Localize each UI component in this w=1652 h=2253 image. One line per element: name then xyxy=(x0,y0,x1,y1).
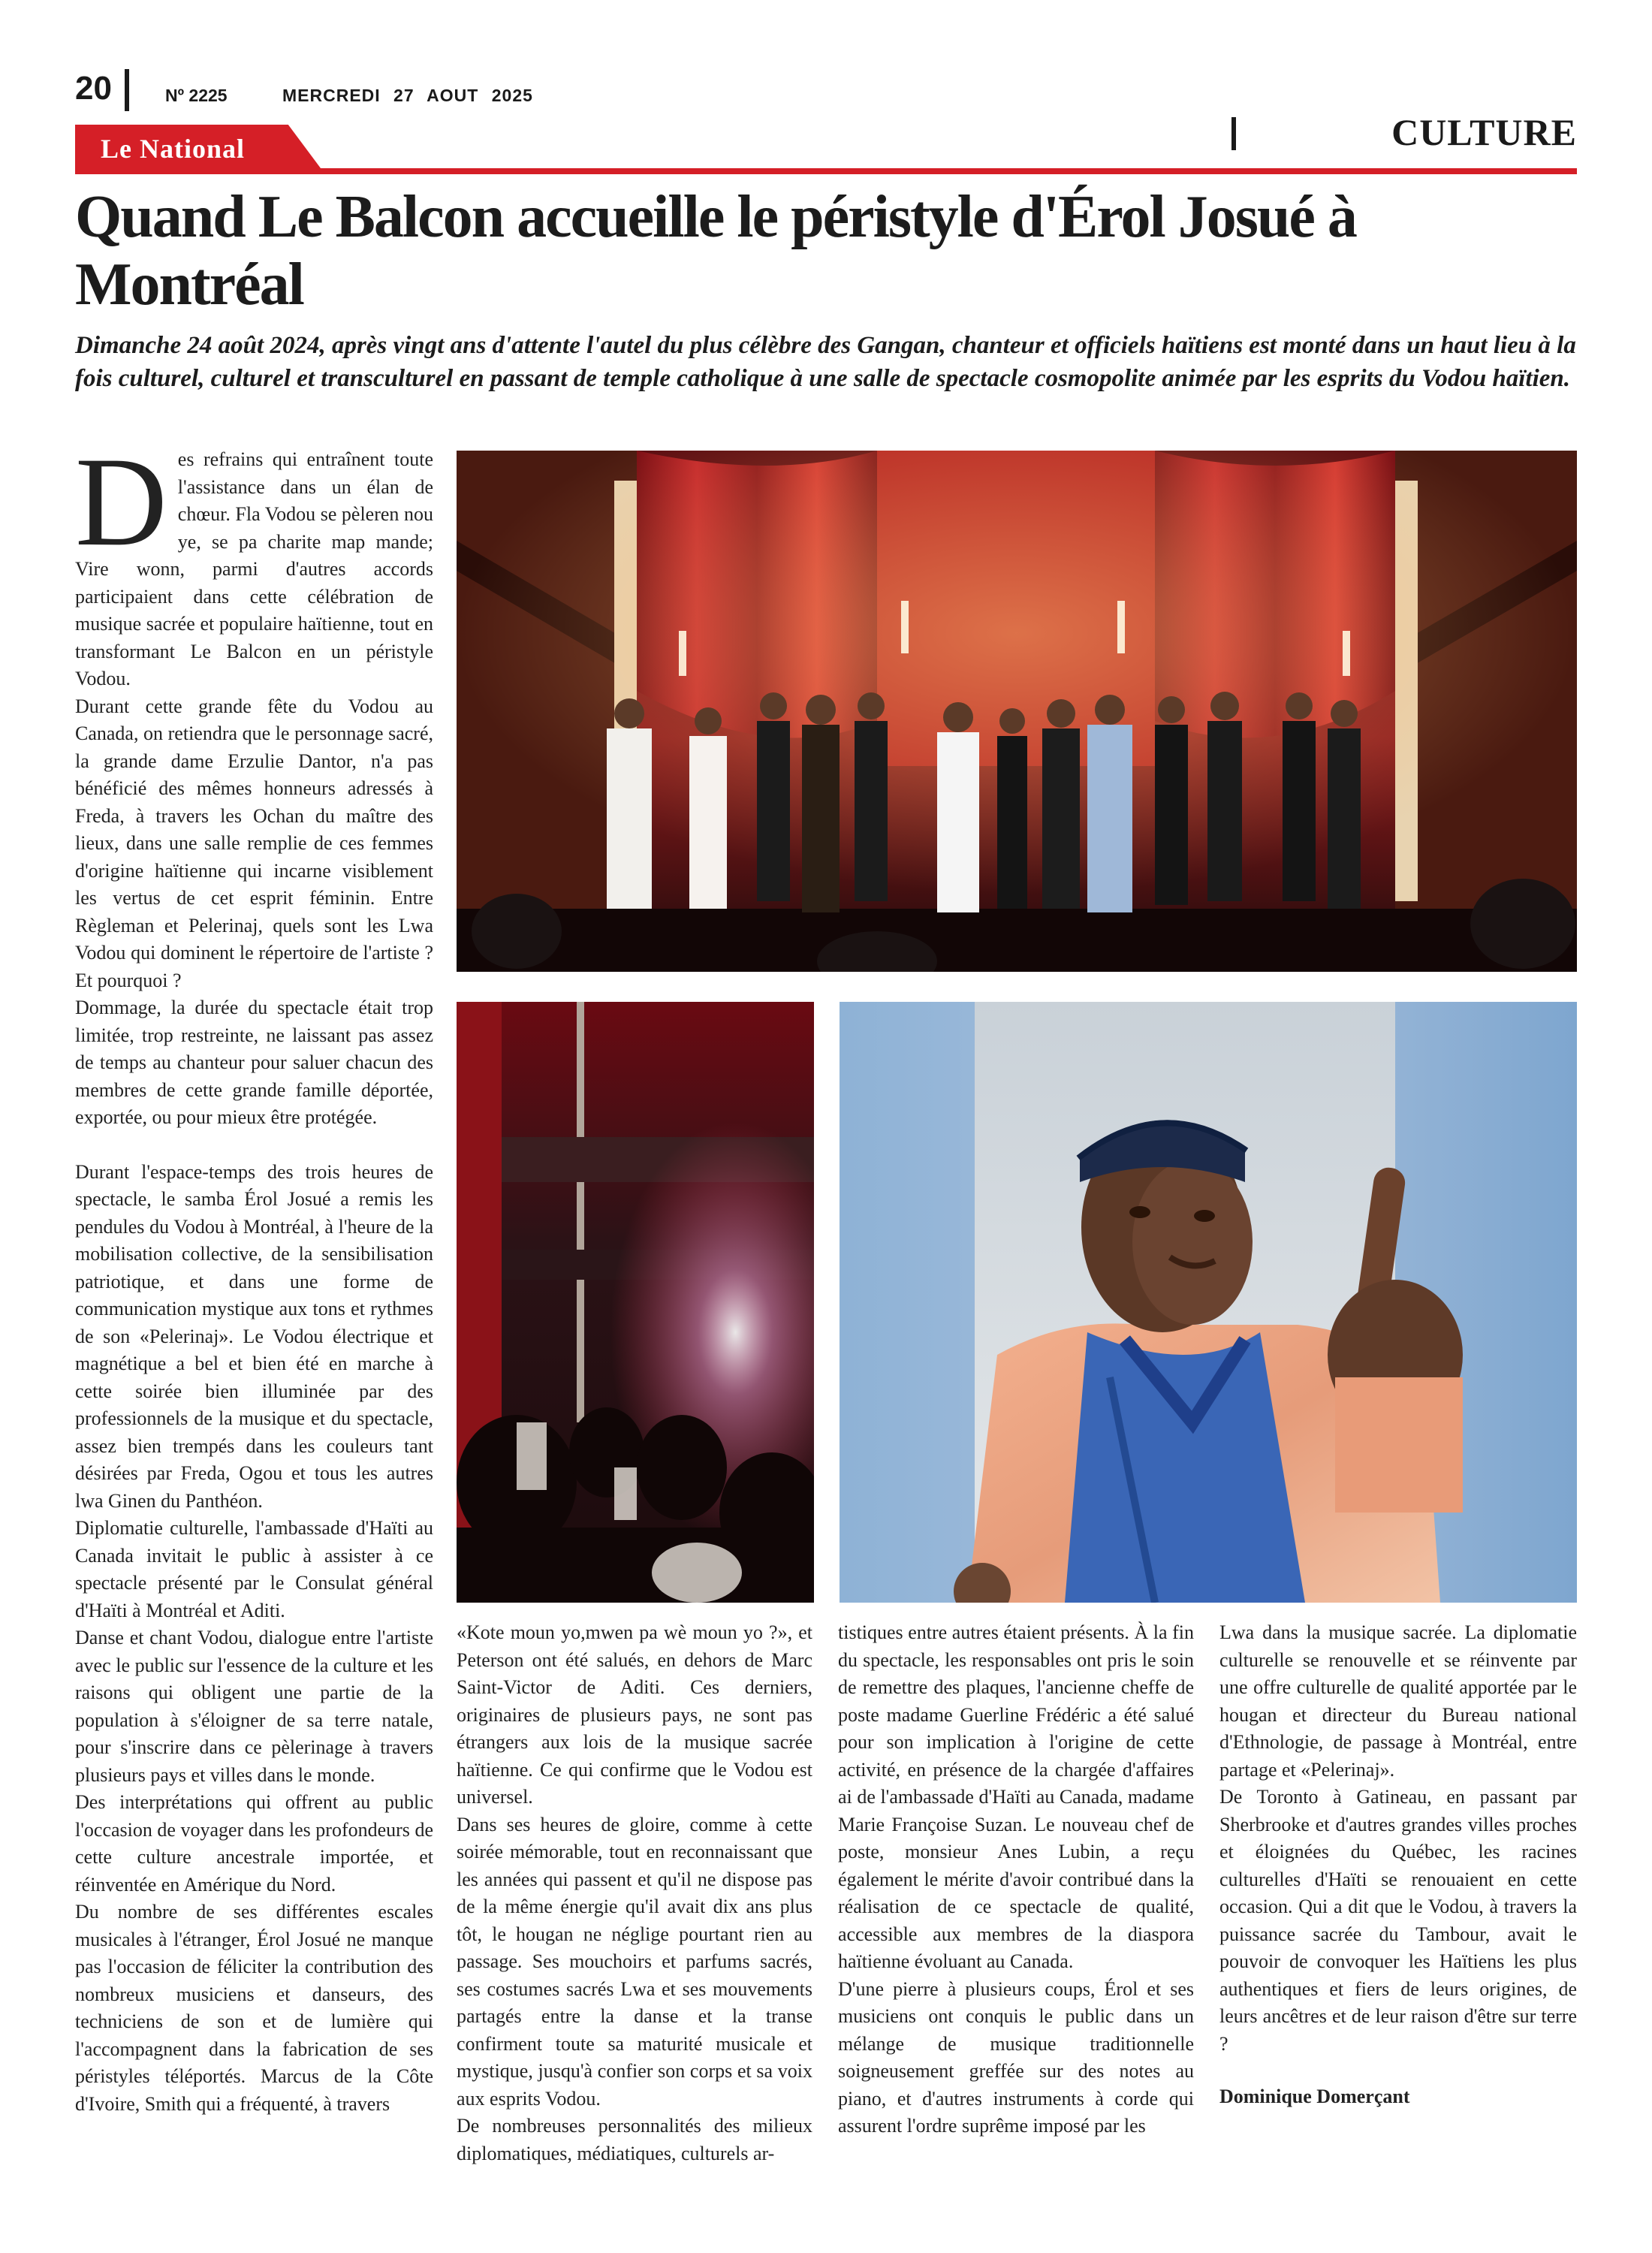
paragraph: De Toronto à Gatineau, en passant par Sherbrooke et d'autres grandes villes proches et éloignées du Québec, les racines culturelles d'Haïti se renouaient en cette occasion. Qui a dit que le Vodou, à travers la puissance sacrée du Tambour, avait le pouvoir de convoquer les Haïtiens les plus authentiques et fiers de leurs origines, de leurs ancêtres et de leur raison d'être sur terre ? xyxy=(1219,1786,1577,2055)
paragraph: Durant cette grande fête du Vodou au Canada, on retiendra que le personnage sacré, la grande dame Erzulie Dantor, n'a pas bénéficié des mêmes honneurs adressés à Freda, à travers les Ochan du maître des lieux, dans une salle remplie de ces femmes d'origine haïtienne qui incarne visiblement les vertus de cet esprit féminin. Entre Règleman et Pelerinaj, quels sont les Lwa Vodou qui dominent le répertoire de l'artiste ? Et pourquoi ? xyxy=(75,695,433,991)
drop-cap: D xyxy=(75,431,167,572)
paragraph: «Kote moun yo,mwen pa wè moun yo ?», et Peterson ont été salués, en dehors de Marc Saint-Victor de Aditi. Ces derniers, originaires de plusieurs pays, ne sont pas étrangers aux lois de la musique sacrée haïtienne. Ce qui confirme que le Vodou est universel. xyxy=(457,1621,812,1808)
paragraph: Lwa dans la musique sacrée. La diplomatie culturelle se renouvelle et se réinvente par une offre culturelle de qualité apportée par le hougan et directeur du Bureau national d'Ethnologie, de passage à Montréal, entre partage et «Pelerinaj». xyxy=(1219,1621,1577,1781)
article-column-3 xyxy=(838,1619,1194,2140)
masthead-logo: Le National xyxy=(101,134,246,164)
paragraph: Dommage, la durée du spectacle était trop limitée, trop restreinte, ne laissant pas assez de temps au chanteur pour saluer chacun des membres de cette grande famille déportée, exportée, ou pour mieux être protégée. xyxy=(75,997,433,1128)
author-byline: Dominique Domerçant xyxy=(1219,2086,1410,2107)
paragraph: Des interprétations qui offrent au public l'occasion de voyager dans les profondeurs de cette culture ancestrale importée, et réinventée en Amérique du Nord. xyxy=(75,1791,433,1896)
page-number: 20 xyxy=(75,70,112,107)
paragraph: Danse et chant Vodou, dialogue entre l'artiste avec le public sur l'essence de la culture et les raisons qui obligent une partie de la population à s'éloigner de sa terre natale, pour s'inscrire dans ce pèlerinage à travers plusieurs pays et villes dans le monde. xyxy=(75,1627,433,1786)
paragraph: Diplomatie culturelle, l'ambassade d'Haïti au Canada invitait le public à assister à ce spectacle présenté par le Consulat général d'Haïti à Montréal et Aditi. xyxy=(75,1517,433,1621)
article-column-1 xyxy=(75,431,433,2118)
concert-stage-photo xyxy=(457,451,1577,972)
section-name: CULTURE xyxy=(1391,111,1577,153)
paragraph: Durant l'espace-temps des trois heures de spectacle, le samba Érol Josué a remis les pendules du Vodou à Montréal, à l'heure de la mobilisation collective, de la sensibilisation patriotique, et dans une forme de communication mystique aux tons et rythmes de son «Pelerinaj». Le Vodou électrique et magnétique a bel et bien été en marche à cette soirée bien illuminée par des professionnels de la musique et du spectacle, assez bien trempés dans les couleurs tant désirées par Freda, Ogou et tous les autres lwa Ginen du Panthéon. xyxy=(75,1160,433,1512)
paragraph: Dans ses heures de gloire, comme à cette soirée mémorable, tout en reconnaissant que les années qui passent et qu'il ne dispose pas de la même énergie qu'il avait dix ans plus tôt, le hougan ne néglige pourtant rien au passage. Ses mouchoirs et parfums sacrés, ses costumes sacrés Lwa et ses mouvements partagés entre la danse et la transe confirment toute sa maturité musicale et mystique, jusqu'à confier son corps et sa voix aux esprits Vodou. xyxy=(457,1813,812,2110)
dateline: MERCREDI 27 AOUT 2025 xyxy=(282,86,533,105)
artist-portrait-photo xyxy=(840,1002,1577,1603)
audience-crowd-photo xyxy=(457,1002,814,1603)
paragraph: D'une pierre à plusieurs coups, Érol et ses musiciens ont conquis le public dans un mélange de musique traditionnelle soigneusement greffée sur des notes au piano, et d'autres instruments à corde qui assurent l'ordre suprême imposé par les xyxy=(838,1977,1194,2137)
section-divider xyxy=(1231,117,1236,150)
issue-number: Nº 2225 xyxy=(165,86,228,105)
paragraph: Du nombre de ses différentes escales musicales à l'étranger, Érol Josué ne manque pas l'occasion de féliciter la contribution des nombreux musiciens et danseurs, des techniciens de son et de lumière qui l'accompagnent dans la fabrication de ses péristyles téléportés. Marcus de la Côte d'Ivoire, Smith qui a fréquenté, à travers xyxy=(75,1901,433,2115)
article-column-2 xyxy=(457,1619,812,2167)
article-lede: Dimanche 24 août 2024, après vingt ans d'attente l'autel du plus célèbre des Gangan, chanteur et officiels haïtiens est monté dans un haut lieu à la fois culturel, culturel et transculturel en passant de temple catholique à une salle de spectacle cosmopolite animée par les esprits du Vodou haïtien. xyxy=(75,332,1576,392)
article-column-4 xyxy=(1219,1619,1577,2111)
paragraph: De nombreuses personnalités des milieux diplomatiques, médiatiques, culturels ar- xyxy=(457,2115,812,2164)
header-divider xyxy=(125,69,129,111)
paragraph: Des refrains qui entraînent toute l'assistance dans un élan de chœur. Fla Vodou se pèleren nou ye, se pa charite map mande; Vire wonn, parmi d'autres accords participaient dans cette célébration de musique sacrée et populaire haïtienne, tout en transformant Le Balcon en un péristyle Vodou. xyxy=(75,431,433,689)
header-rule xyxy=(75,168,1577,174)
paragraph: tistiques entre autres étaient présents. À la fin du spectacle, les responsables ont pris le soin de remettre des plaques, l'ancienne cheffe de poste madame Guerline Frédéric a été salué pour son implication à l'origine de cette activité, en présence de la chargée d'affaires ai de l'ambassade d'Haïti au Canada, madame Marie Françoise Suzan. Le nouveau chef de poste, monsieur Anes Lubin, a reçu également le mérite d'avoir contribué dans la réalisation de ce spectacle de qualité, accessible aux membres de la diaspora haïtienne évoluant au Canada. xyxy=(838,1621,1194,1972)
article-headline: Quand Le Balcon accueille le péristyle d'Érol Josué à Montréal xyxy=(75,184,1356,318)
